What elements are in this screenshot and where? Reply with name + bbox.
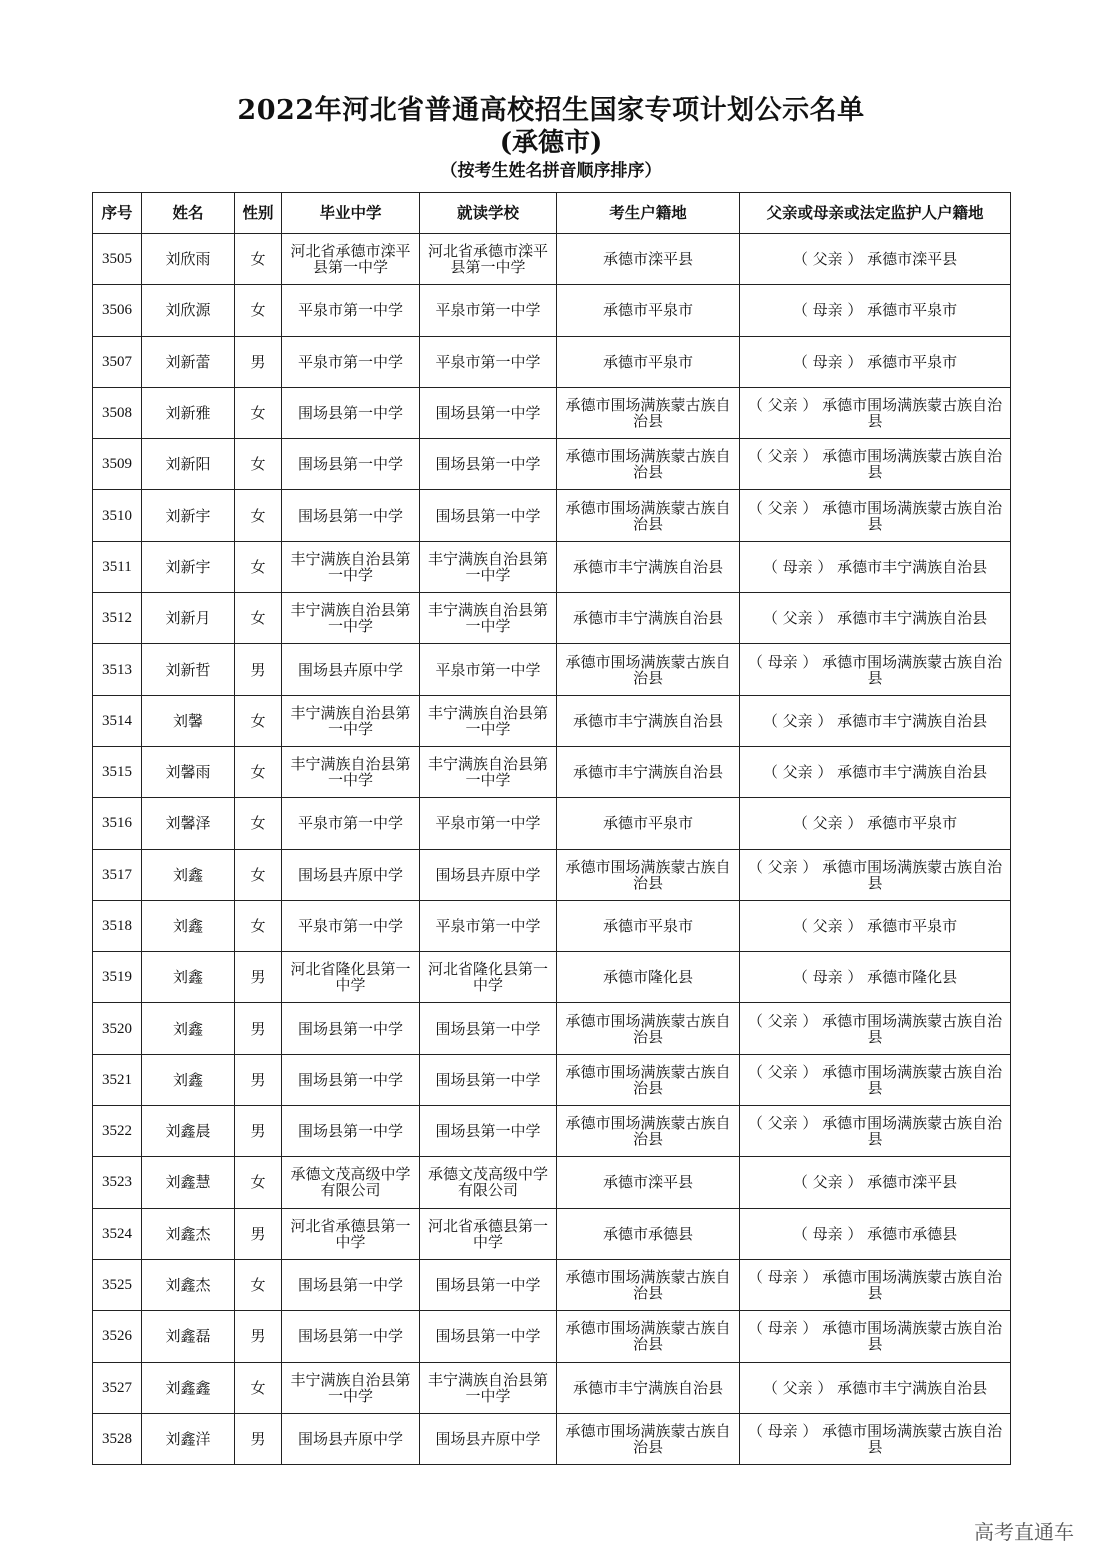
cell-gender: 女 (235, 746, 282, 797)
cell-hukou: 承德市围场满族蒙古族自治县 (557, 849, 740, 900)
cell-hukou: 承德市丰宁满族自治县 (557, 593, 740, 644)
cell-current-school: 丰宁满族自治县第一中学 (420, 695, 557, 746)
cell-current-school: 围场县第一中学 (420, 1054, 557, 1105)
cell-current-school: 围场县第一中学 (420, 1259, 557, 1310)
cell-gender: 女 (235, 439, 282, 490)
cell-hukou: 承德市围场满族蒙古族自治县 (557, 387, 740, 438)
cell-gender: 男 (235, 952, 282, 1003)
cell-gender: 女 (235, 695, 282, 746)
sort-note: （按考生姓名拼音顺序排序） (440, 161, 662, 181)
cell-grad-school: 围场县卉原中学 (282, 849, 420, 900)
cell-name: 刘欣雨 (142, 234, 235, 285)
table-row (93, 593, 1011, 644)
cell-parent-hukou: （ 母亲 ） 承德市围场满族蒙古族自治县 (740, 1259, 1011, 1310)
cell-grad-school: 围场县第一中学 (282, 439, 420, 490)
cell-seq: 3526 (93, 1311, 142, 1362)
cell-name: 刘新哲 (142, 644, 235, 695)
table-row (93, 1106, 1011, 1157)
cell-current-school: 围场县第一中学 (420, 1311, 557, 1362)
table-row (93, 1054, 1011, 1105)
cell-seq: 3509 (93, 439, 142, 490)
table-row (93, 798, 1011, 849)
table-row (93, 644, 1011, 695)
table-row (93, 1157, 1011, 1208)
cell-seq: 3511 (93, 541, 142, 592)
table-row (93, 234, 1011, 285)
cell-parent-hukou: （ 母亲 ） 承德市围场满族蒙古族自治县 (740, 644, 1011, 695)
cell-name: 刘新阳 (142, 439, 235, 490)
cell-hukou: 承德市平泉市 (557, 798, 740, 849)
cell-gender: 男 (235, 1106, 282, 1157)
cell-current-school: 围场县第一中学 (420, 439, 557, 490)
cell-name: 刘鑫 (142, 900, 235, 951)
cell-grad-school: 丰宁满族自治县第一中学 (282, 541, 420, 592)
col-header-gender: 性别 (235, 193, 282, 234)
cell-hukou: 承德市围场满族蒙古族自治县 (557, 1003, 740, 1054)
cell-parent-hukou: （ 父亲 ） 承德市围场满族蒙古族自治县 (740, 1003, 1011, 1054)
table-row (93, 952, 1011, 1003)
table-header-row (93, 193, 1011, 234)
cell-name: 刘新宇 (142, 490, 235, 541)
cell-seq: 3512 (93, 593, 142, 644)
cell-gender: 女 (235, 1259, 282, 1310)
cell-name: 刘馨雨 (142, 746, 235, 797)
table-row (93, 1362, 1011, 1413)
cell-parent-hukou: （ 母亲 ） 承德市平泉市 (740, 336, 1011, 387)
cell-name: 刘欣源 (142, 285, 235, 336)
cell-current-school: 河北省隆化县第一中学 (420, 952, 557, 1003)
cell-seq: 3522 (93, 1106, 142, 1157)
cell-seq: 3520 (93, 1003, 142, 1054)
cell-name: 刘鑫磊 (142, 1311, 235, 1362)
cell-parent-hukou: （ 母亲 ） 承德市丰宁满族自治县 (740, 541, 1011, 592)
cell-parent-hukou: （ 父亲 ） 承德市平泉市 (740, 798, 1011, 849)
cell-current-school: 围场县第一中学 (420, 387, 557, 438)
cell-hukou: 承德市围场满族蒙古族自治县 (557, 1054, 740, 1105)
cell-gender: 男 (235, 1208, 282, 1259)
table-row (93, 900, 1011, 951)
cell-hukou: 承德市围场满族蒙古族自治县 (557, 1311, 740, 1362)
cell-grad-school: 围场县第一中学 (282, 1259, 420, 1310)
cell-name: 刘鑫 (142, 1003, 235, 1054)
cell-name: 刘新雅 (142, 387, 235, 438)
cell-hukou: 承德市围场满族蒙古族自治县 (557, 1413, 740, 1464)
cell-parent-hukou: （ 父亲 ） 承德市围场满族蒙古族自治县 (740, 387, 1011, 438)
cell-current-school: 河北省承德市滦平县第一中学 (420, 234, 557, 285)
col-header-current-school: 就读学校 (420, 193, 557, 234)
cell-parent-hukou: （ 父亲 ） 承德市围场满族蒙古族自治县 (740, 490, 1011, 541)
cell-parent-hukou: （ 父亲 ） 承德市滦平县 (740, 234, 1011, 285)
cell-name: 刘新蕾 (142, 336, 235, 387)
table-row (93, 439, 1011, 490)
cell-parent-hukou: （ 母亲 ） 承德市平泉市 (740, 285, 1011, 336)
cell-parent-hukou: （ 母亲 ） 承德市承德县 (740, 1208, 1011, 1259)
cell-grad-school: 围场县第一中学 (282, 1003, 420, 1054)
cell-parent-hukou: （ 母亲 ） 承德市围场满族蒙古族自治县 (740, 1413, 1011, 1464)
table-row (93, 849, 1011, 900)
cell-grad-school: 围场县第一中学 (282, 1106, 420, 1157)
cell-grad-school: 围场县第一中学 (282, 490, 420, 541)
cell-hukou: 承德市平泉市 (557, 285, 740, 336)
cell-seq: 3519 (93, 952, 142, 1003)
table-row (93, 541, 1011, 592)
cell-current-school: 平泉市第一中学 (420, 798, 557, 849)
col-header-grad-school: 毕业中学 (282, 193, 420, 234)
cell-current-school: 河北省承德县第一中学 (420, 1208, 557, 1259)
table-row (93, 695, 1011, 746)
cell-parent-hukou: （ 父亲 ） 承德市丰宁满族自治县 (740, 746, 1011, 797)
cell-gender: 男 (235, 1311, 282, 1362)
cell-hukou: 承德市丰宁满族自治县 (557, 746, 740, 797)
col-header-name: 姓名 (142, 193, 235, 234)
cell-gender: 女 (235, 1362, 282, 1413)
cell-current-school: 丰宁满族自治县第一中学 (420, 593, 557, 644)
cell-grad-school: 围场县第一中学 (282, 1054, 420, 1105)
cell-current-school: 平泉市第一中学 (420, 336, 557, 387)
page-subtitle: (承德市) (499, 128, 603, 158)
cell-seq: 3516 (93, 798, 142, 849)
table-row (93, 1311, 1011, 1362)
cell-seq: 3510 (93, 490, 142, 541)
cell-grad-school: 围场县第一中学 (282, 1311, 420, 1362)
cell-name: 刘新月 (142, 593, 235, 644)
cell-parent-hukou: （ 父亲 ） 承德市围场满族蒙古族自治县 (740, 849, 1011, 900)
cell-hukou: 承德市隆化县 (557, 952, 740, 1003)
cell-parent-hukou: （ 父亲 ） 承德市围场满族蒙古族自治县 (740, 1106, 1011, 1157)
cell-seq: 3515 (93, 746, 142, 797)
cell-hukou: 承德市滦平县 (557, 1157, 740, 1208)
cell-name: 刘鑫 (142, 952, 235, 1003)
cell-hukou: 承德市围场满族蒙古族自治县 (557, 439, 740, 490)
cell-gender: 男 (235, 644, 282, 695)
cell-seq: 3508 (93, 387, 142, 438)
cell-gender: 女 (235, 541, 282, 592)
cell-current-school: 丰宁满族自治县第一中学 (420, 541, 557, 592)
cell-grad-school: 河北省承德市滦平县第一中学 (282, 234, 420, 285)
cell-name: 刘馨 (142, 695, 235, 746)
cell-seq: 3521 (93, 1054, 142, 1105)
col-header-hukou: 考生户籍地 (557, 193, 740, 234)
cell-name: 刘馨泽 (142, 798, 235, 849)
cell-gender: 女 (235, 387, 282, 438)
cell-grad-school: 承德文茂高级中学有限公司 (282, 1157, 420, 1208)
cell-gender: 女 (235, 798, 282, 849)
cell-grad-school: 河北省隆化县第一中学 (282, 952, 420, 1003)
table-row (93, 490, 1011, 541)
table-row (93, 746, 1011, 797)
cell-parent-hukou: （ 父亲 ） 承德市丰宁满族自治县 (740, 593, 1011, 644)
cell-grad-school: 围场县卉原中学 (282, 644, 420, 695)
cell-name: 刘鑫杰 (142, 1208, 235, 1259)
cell-seq: 3505 (93, 234, 142, 285)
table-row (93, 285, 1011, 336)
cell-name: 刘鑫 (142, 1054, 235, 1105)
cell-seq: 3528 (93, 1413, 142, 1464)
cell-hukou: 承德市丰宁满族自治县 (557, 695, 740, 746)
cell-name: 刘鑫洋 (142, 1413, 235, 1464)
cell-parent-hukou: （ 父亲 ） 承德市丰宁满族自治县 (740, 695, 1011, 746)
cell-grad-school: 平泉市第一中学 (282, 285, 420, 336)
cell-name: 刘鑫 (142, 849, 235, 900)
cell-seq: 3507 (93, 336, 142, 387)
cell-grad-school: 河北省承德县第一中学 (282, 1208, 420, 1259)
cell-name: 刘鑫慧 (142, 1157, 235, 1208)
cell-seq: 3513 (93, 644, 142, 695)
col-header-seq: 序号 (93, 193, 142, 234)
cell-gender: 女 (235, 285, 282, 336)
cell-hukou: 承德市滦平县 (557, 234, 740, 285)
cell-hukou: 承德市围场满族蒙古族自治县 (557, 490, 740, 541)
page-title: 2022年河北省普通高校招生国家专项计划公示名单 (237, 95, 865, 126)
cell-parent-hukou: （ 父亲 ） 承德市平泉市 (740, 900, 1011, 951)
cell-gender: 男 (235, 1054, 282, 1105)
cell-current-school: 平泉市第一中学 (420, 285, 557, 336)
cell-name: 刘鑫晨 (142, 1106, 235, 1157)
cell-seq: 3506 (93, 285, 142, 336)
cell-grad-school: 平泉市第一中学 (282, 336, 420, 387)
cell-hukou: 承德市承德县 (557, 1208, 740, 1259)
cell-current-school: 平泉市第一中学 (420, 644, 557, 695)
cell-hukou: 承德市丰宁满族自治县 (557, 541, 740, 592)
cell-hukou: 承德市围场满族蒙古族自治县 (557, 644, 740, 695)
cell-current-school: 承德文茂高级中学有限公司 (420, 1157, 557, 1208)
cell-hukou: 承德市平泉市 (557, 336, 740, 387)
cell-grad-school: 平泉市第一中学 (282, 900, 420, 951)
cell-parent-hukou: （ 母亲 ） 承德市围场满族蒙古族自治县 (740, 1311, 1011, 1362)
cell-grad-school: 围场县第一中学 (282, 387, 420, 438)
cell-current-school: 围场县第一中学 (420, 1003, 557, 1054)
cell-gender: 女 (235, 1157, 282, 1208)
cell-seq: 3527 (93, 1362, 142, 1413)
table-row (93, 1413, 1011, 1464)
cell-hukou: 承德市围场满族蒙古族自治县 (557, 1106, 740, 1157)
cell-grad-school: 平泉市第一中学 (282, 798, 420, 849)
cell-name: 刘新宇 (142, 541, 235, 592)
watermark-text: 高考直通车 (974, 1520, 1074, 1544)
table-row (93, 1003, 1011, 1054)
cell-seq: 3514 (93, 695, 142, 746)
cell-current-school: 平泉市第一中学 (420, 900, 557, 951)
cell-grad-school: 丰宁满族自治县第一中学 (282, 746, 420, 797)
cell-seq: 3517 (93, 849, 142, 900)
cell-current-school: 丰宁满族自治县第一中学 (420, 746, 557, 797)
table-row (93, 1208, 1011, 1259)
cell-gender: 女 (235, 593, 282, 644)
cell-gender: 女 (235, 900, 282, 951)
cell-gender: 女 (235, 234, 282, 285)
table-row (93, 336, 1011, 387)
cell-parent-hukou: （ 父亲 ） 承德市围场满族蒙古族自治县 (740, 439, 1011, 490)
cell-name: 刘鑫鑫 (142, 1362, 235, 1413)
cell-grad-school: 丰宁满族自治县第一中学 (282, 593, 420, 644)
roster-table (92, 192, 1011, 1465)
cell-parent-hukou: （ 父亲 ） 承德市丰宁满族自治县 (740, 1362, 1011, 1413)
cell-grad-school: 围场县卉原中学 (282, 1413, 420, 1464)
cell-parent-hukou: （ 父亲 ） 承德市围场满族蒙古族自治县 (740, 1054, 1011, 1105)
cell-gender: 女 (235, 849, 282, 900)
table-row (93, 387, 1011, 438)
cell-gender: 男 (235, 1003, 282, 1054)
cell-hukou: 承德市平泉市 (557, 900, 740, 951)
col-header-parent-hukou: 父亲或母亲或法定监护人户籍地 (740, 193, 1011, 234)
cell-grad-school: 丰宁满族自治县第一中学 (282, 1362, 420, 1413)
cell-parent-hukou: （ 母亲 ） 承德市隆化县 (740, 952, 1011, 1003)
cell-seq: 3525 (93, 1259, 142, 1310)
table-body (93, 234, 1011, 1465)
cell-grad-school: 丰宁满族自治县第一中学 (282, 695, 420, 746)
cell-seq: 3524 (93, 1208, 142, 1259)
cell-current-school: 围场县第一中学 (420, 490, 557, 541)
cell-gender: 女 (235, 490, 282, 541)
cell-current-school: 丰宁满族自治县第一中学 (420, 1362, 557, 1413)
cell-seq: 3518 (93, 900, 142, 951)
cell-current-school: 围场县卉原中学 (420, 849, 557, 900)
cell-hukou: 承德市丰宁满族自治县 (557, 1362, 740, 1413)
cell-gender: 男 (235, 336, 282, 387)
cell-current-school: 围场县卉原中学 (420, 1413, 557, 1464)
table-row (93, 1259, 1011, 1310)
cell-gender: 男 (235, 1413, 282, 1464)
cell-parent-hukou: （ 父亲 ） 承德市滦平县 (740, 1157, 1011, 1208)
cell-seq: 3523 (93, 1157, 142, 1208)
cell-current-school: 围场县第一中学 (420, 1106, 557, 1157)
cell-name: 刘鑫杰 (142, 1259, 235, 1310)
cell-hukou: 承德市围场满族蒙古族自治县 (557, 1259, 740, 1310)
